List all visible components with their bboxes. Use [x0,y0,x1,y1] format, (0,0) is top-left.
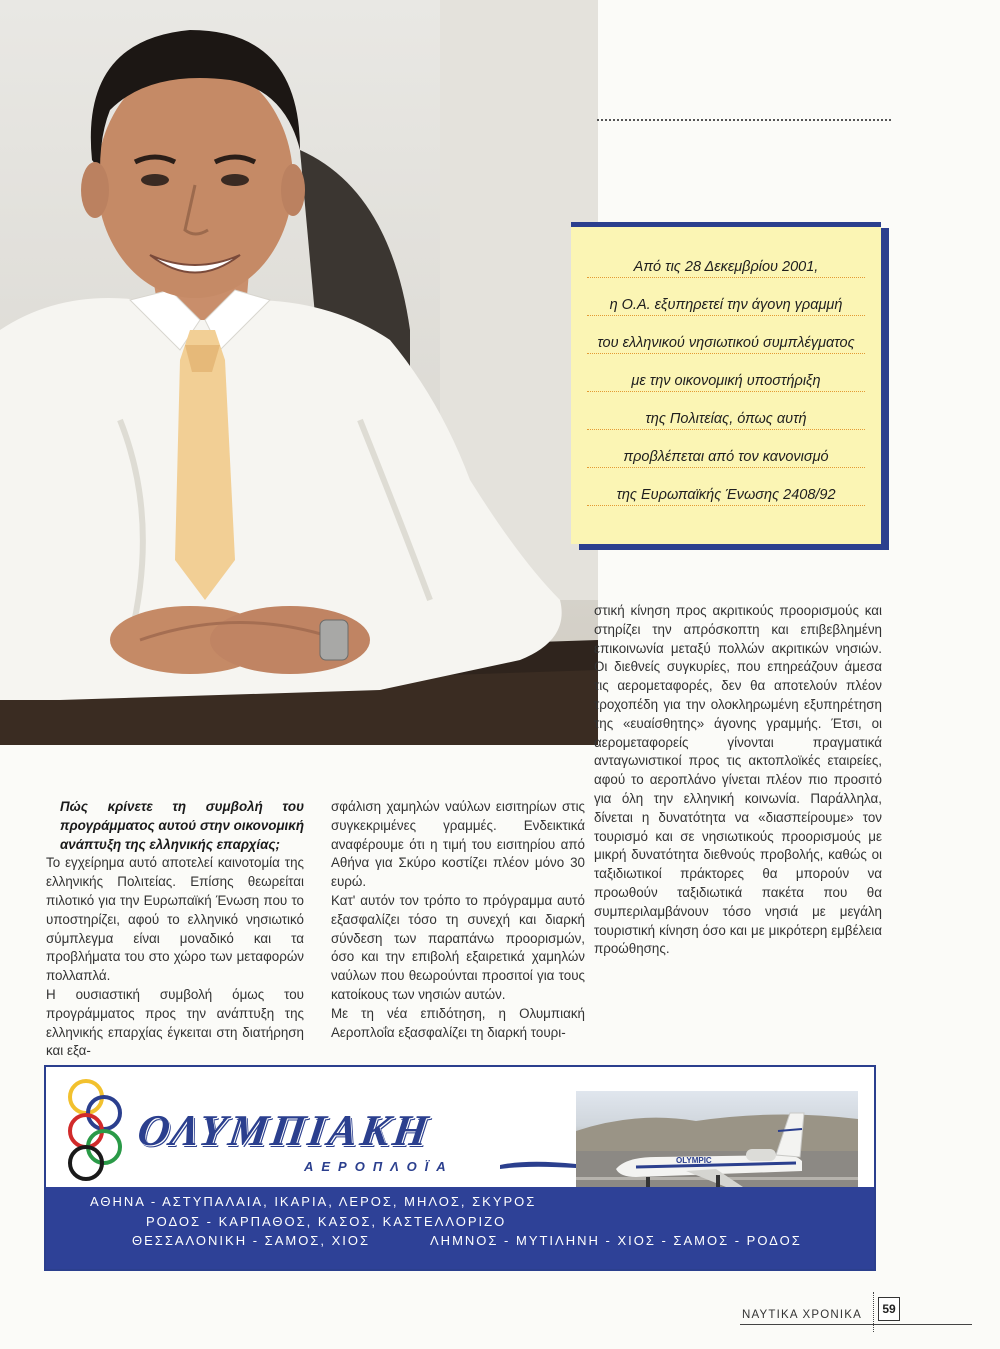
route-rhodes: ΡΟΔΟΣ - ΚΑΡΠΑΘΟΣ, ΚΑΣΟΣ, ΚΑΣΤΕΛΛΟΡΙΖΟ [146,1214,507,1229]
airplane-swoosh-icon [498,1155,578,1175]
quote-line: η Ο.Α. εξυπηρετεί την άγονη γραμμή [587,295,865,316]
route-lemnos: ΛΗΜΝΟΣ - ΜΥΤΙΛΗΝΗ - ΧΙΟΣ - ΣΑΜΟΣ - ΡΟΔΟΣ [430,1233,802,1248]
interview-question: Πώς κρίνετε τη συμβολή του προγράμματος αυτού στην οικονομική ανάπτυξη της ελληνικής επαρχίας; [60,799,304,852]
quote-line: προβλέπεται από τον κανονισμό [587,447,865,468]
answer-paragraph: σφάλιση χαμηλών ναύλων εισιτηρίων στις συγκεκριμένες γραμμές. Ενδεικτικά αναφέρουμε ότι η τιμή του εισιτηρίου από Αθήνα για Σκύρο κοστίζει πλέον μόνο 30 ευρώ. [331,799,585,890]
article-column-1 [46,798,304,1061]
olympic-rings-logo-icon [64,1075,134,1185]
decorative-dotted-rule [597,119,891,121]
answer-paragraph: Το εγχείρημα αυτό αποτελεί καινοτομία της ελληνικής Πολιτείας. Επίσης θεωρείται πιλοτικό για την Ευρωπαϊκή Ένωση που το υποστηρίζει, αφού το ελληνικό νησιωτικό σύμπλεγμα είναι μοναδικό και τα προβλήματα του στο χώρο των μεταφορών πολλαπλά. [46,855,304,984]
quote-line: της Πολιτείας, όπως αυτή [587,409,865,430]
answer-paragraph: Κατ' αυτόν τον τρόπο το πρόγραμμα αυτό εξασφαλίζει τόσο τη συνεχή και διαρκή σύνδεση των παραπάνω προορισμών, όσο και την επιβολή εξαιρετικά χαμηλών ναύλων που θεωρούνται προσιτοί για τους κατοίκους των νησιών αυτών. [331,892,585,1002]
article-column-2 [331,798,585,1042]
answer-paragraph: Με τη νέα επιδότηση, η Ολυμπιακή Αεροπλοΐα εξασφαλίζει τη διαρκή τουρι- [331,1005,585,1040]
brand-subtitle: ΑΕΡΟΠΛΟΪΑ [304,1159,454,1174]
route-athens: ΑΘΗΝΑ - ΑΣΤΥΠΑΛΑΙΑ, ΙΚΑΡΙΑ, ΛΕΡΟΣ, ΜΗΛΟΣ, ΣΚΥΡΟΣ [90,1194,537,1209]
article-column-3 [594,602,882,959]
portrait-illustration [0,0,598,745]
brand-name: ΟΛΥΜΠΙΑΚΗ [134,1106,434,1155]
answer-paragraph: Η ουσιαστική συμβολή όμως του προγράμματος προς την ανάπτυξη της ελληνικής επαρχίας έγκειται στη διατήρηση και εξα- [46,986,304,1059]
route-thessaloniki: ΘΕΣΣΑΛΟΝΙΚΗ - ΣΑΜΟΣ, ΧΙΟΣ [132,1233,370,1248]
magazine-name: ΝΑΥΤΙΚΑ ΧΡΟΝΙΚΑ [742,1309,863,1321]
interview-photo [0,0,598,745]
answer-paragraph: στική κίνηση προς ακριτικούς προορισμούς και στηρίζει την απρόσκοπτη και επιβεβλημένη επικοινωνία μεταξύ πολλών ακριτικών νησιών. Οι διεθνείς συγκυρίες, που επηρεάζουν άμεσα τις αερομεταφορές, δεν θα αποτελούν πλέον τροχοπέδη για την ολοκληρωμένη εξυπηρέτηση της «ευαίσθητης» άγονης γραμμής. Έτσι, οι αερομεταφορείς γίνονται πραγματικά ανταγωνιστικοί προς τις ακτοπλοϊκές εταιρείες, αφού το αεροπλάνο γίνεται πλέον πιο προσιτό για όλη την ελληνική κοινωνία. Παράλληλα, δίνεται η δυνατότητα να «διασπείρουμε» τον τουρισμό και σε νησιωτικούς προορισμούς με μικρή δυνατότητα διεθνούς προβολής, καθώς οι ταξιδιωτικοί πράκτορες θα μπορούν να προωθούν ταξιδιωτικά πακέτα που θα συμπεριλαμβάνουν τόσο νησιά με μεγάλη τουριστική κίνηση όσο και με μικρότερη εμβέλεια προώθησης. [594,603,882,957]
olympic-airways-advertisement [44,1065,876,1271]
page-number: 59 [878,1297,900,1321]
quote-line: του ελληνικού νησιωτικού συμπλέγματος [587,333,865,354]
quote-line: με την οικονομική υποστήριξη [587,371,865,392]
aircraft-livery-text: OLYMPIC [676,1156,712,1165]
pull-quote-box [571,222,881,544]
quote-line: της Ευρωπαϊκής Ένωσης 2408/92 [587,485,865,506]
footer-divider [873,1292,874,1332]
quote-line: Από τις 28 Δεκεμβρίου 2001, [587,257,865,278]
footer-rule [740,1324,972,1325]
